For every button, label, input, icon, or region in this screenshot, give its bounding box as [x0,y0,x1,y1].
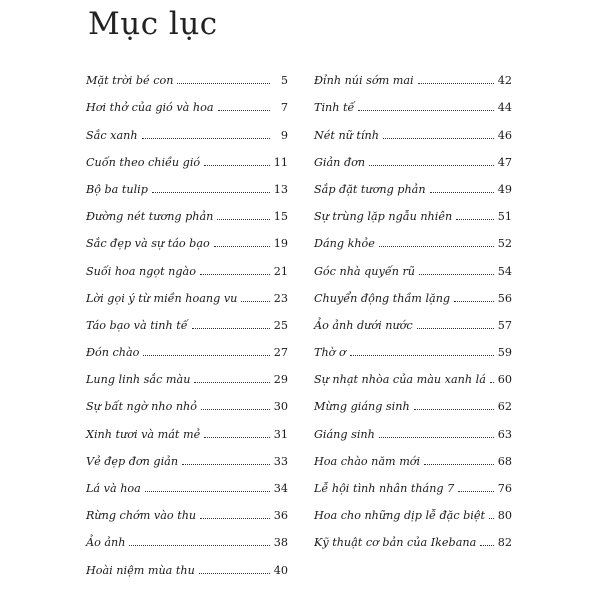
toc-entry-page: 68 [497,454,512,468]
toc-entry-title: Tinh tế [314,101,355,115]
dot-leader [129,544,269,546]
toc-entry-page: 80 [497,509,512,523]
toc-entry-title: Đỉnh núi sớm mai [314,74,414,88]
toc-entry[interactable] [314,60,512,87]
toc-entry-title: Lá và hoa [86,482,141,495]
toc-entry-title: Rừng chớm vào thu [86,509,197,523]
toc-entry-title: Giản đơn [314,155,366,169]
toc-entry[interactable] [314,142,512,169]
toc-entry[interactable] [314,413,512,440]
toc-entry-title: Góc nhà quyến rũ [314,264,416,278]
toc-entry-title: Sắc đẹp và sự táo bạo [86,237,210,251]
dot-leader [419,273,494,275]
toc-entry[interactable] [314,196,512,223]
toc-entry-title: Thờ ơ [314,346,346,360]
toc-entry-title: Sắc xanh [86,128,138,142]
toc-entry-page: 76 [497,482,512,495]
toc-entry-page: 33 [273,454,288,468]
toc-entry[interactable] [86,278,288,305]
dot-leader [350,354,494,356]
toc-entry-page: 44 [497,101,512,115]
toc-entry-title: Ảo ảnh dưới nước [314,318,413,332]
toc-entry[interactable] [314,441,512,468]
toc-entry-title: Hoa chào năm mới [314,454,421,468]
toc-entry[interactable] [86,223,288,250]
dot-leader [417,327,494,329]
toc-entry[interactable] [86,114,288,141]
toc-entry[interactable] [86,305,288,332]
toc-entry-title: Chuyển động thầm lặng [314,291,451,305]
toc-entry[interactable] [314,87,512,114]
toc-entry[interactable] [314,332,512,359]
toc-entry[interactable] [86,250,288,277]
toc-entry-title: Mặt trời bé con [86,74,174,88]
toc-column-left [86,60,288,577]
toc-entry-title: Mừng giáng sinh [314,400,410,414]
toc-entry-title: Xinh tươi và mát mẻ [86,427,201,441]
toc-entry-page: 19 [273,237,288,251]
toc-entry-page: 52 [497,237,512,251]
toc-entry[interactable] [86,60,288,87]
toc-entry-page: 21 [273,264,288,278]
dot-leader [480,544,494,546]
toc-entry-title: Suối hoa ngọt ngào [86,264,196,278]
dot-leader [217,218,269,220]
toc-entry[interactable] [314,359,512,386]
dot-leader [358,109,493,111]
dot-leader [182,463,270,465]
toc-entry-page: 60 [497,373,512,387]
toc-entry-title: Táo bạo và tinh tế [86,318,188,332]
toc-entry[interactable] [86,549,288,576]
toc-entry[interactable] [86,169,288,196]
toc-entry[interactable] [314,305,512,332]
dot-leader [454,300,494,302]
toc-entry[interactable] [314,468,512,495]
toc-entry-title: Lời gọi ý từ miền hoang vu [86,291,238,305]
toc-entry-page: 29 [273,373,288,387]
toc-entry-page: 51 [497,210,512,224]
dot-leader [369,164,494,166]
dot-leader [143,354,269,356]
dot-leader [430,191,494,193]
toc-entry-title: Dáng khỏe [314,237,375,251]
toc-entry-page: 46 [497,128,512,142]
toc-entry-page: 47 [497,155,512,169]
toc-entry-page: 57 [497,318,512,332]
toc-entry[interactable] [86,142,288,169]
toc-entry-page: 25 [273,318,288,332]
toc-entry[interactable] [314,169,512,196]
toc-entry-title: Hơi thở của gió và hoa [86,101,214,115]
toc-entry[interactable] [86,87,288,114]
dot-leader [414,408,494,410]
toc-entry-page: 9 [280,128,288,142]
dot-leader [142,137,270,139]
dot-leader [214,245,270,247]
dot-leader [145,490,270,492]
toc-entry-title: Sự bất ngờ nho nhỏ [86,400,198,414]
toc-entry-page: 59 [497,346,512,360]
dot-leader [192,327,270,329]
toc-entry-title: Sự trùng lặp ngẫu nhiên [314,210,453,224]
dot-leader [489,517,494,519]
toc-entry[interactable] [86,386,288,413]
dot-leader [424,463,494,465]
toc-entry-page: 62 [497,400,512,414]
toc-entry-page: 27 [273,346,288,360]
toc-entry-title: Đón chào [86,346,140,360]
toc-entry[interactable] [86,522,288,549]
toc-entry[interactable] [86,468,288,495]
toc-entry-title: Vẻ đẹp đơn giản [86,454,179,468]
dot-leader [218,109,270,111]
dot-leader [200,517,270,519]
dot-leader [201,408,270,410]
toc-entry-title: Bộ ba tulip [86,182,148,196]
toc-entry[interactable] [314,522,512,549]
toc-entry-title: Đường nét tương phản [86,210,214,224]
toc-entry-page: 56 [497,291,512,305]
dot-leader [458,490,494,492]
toc-entry-page: 49 [497,182,512,196]
page-title: Mục lục [88,6,218,42]
toc-entry-page: 7 [280,101,288,115]
toc-entry-title: Kỹ thuật cơ bản của Ikebana [314,536,477,550]
toc-entry-title: Giáng sinh [314,427,375,441]
toc-entry-page: 15 [273,210,288,224]
toc-entry[interactable] [86,495,288,522]
toc-entry[interactable] [314,114,512,141]
toc-entry-title: Sự nhạt nhòa của màu xanh lá [314,373,486,387]
dot-leader [194,381,269,383]
toc-entry-title: Lung linh sắc màu [86,373,191,387]
toc-entry-page: 23 [273,291,288,305]
toc-entry-title: Nét nữ tính [314,128,379,142]
dot-leader [204,436,270,438]
dot-leader [383,137,494,139]
dot-leader [199,572,270,574]
toc-entry[interactable] [86,413,288,440]
toc-entry[interactable] [314,495,512,522]
toc-entry-page: 82 [497,536,512,550]
toc-entry-title: Sắp đặt tương phản [314,182,426,196]
toc-column-right [314,60,512,549]
dot-leader [418,82,494,84]
dot-leader [456,218,494,220]
toc-entry-page: 54 [497,264,512,278]
dot-leader [200,273,270,275]
toc-entry[interactable] [86,332,288,359]
dot-leader [152,191,270,193]
toc-entry-title: Lễ hội tình nhân tháng 7 [314,482,455,495]
toc-entry-page: 42 [497,74,512,88]
toc-entry-page: 5 [280,74,288,88]
toc-entry[interactable] [86,196,288,223]
toc-entry-title: Hoài niệm mùa thu [86,563,195,577]
toc-entry-title: Ảo ảnh [86,536,126,550]
toc-entry-title: Cuốn theo chiều gió [86,155,201,169]
toc-entry-page: 63 [497,427,512,441]
dot-leader [379,245,494,247]
toc-entry[interactable] [314,278,512,305]
dot-leader [241,300,269,302]
dot-leader [379,436,494,438]
toc-entry-page: 13 [273,182,288,196]
dot-leader [177,82,270,84]
toc-entry[interactable] [86,359,288,386]
toc-entry-page: 36 [273,509,288,523]
dot-leader [204,164,270,166]
toc-entry[interactable] [314,250,512,277]
toc-entry-page: 34 [273,482,288,495]
toc-entry[interactable] [314,386,512,413]
toc-entry-title: Hoa cho những dịp lễ đặc biệt [314,509,486,523]
dot-leader [490,381,494,383]
toc-entry-page: 11 [273,155,288,169]
toc-entry[interactable] [86,441,288,468]
toc-entry[interactable] [314,223,512,250]
toc-entry-page: 30 [273,400,288,414]
toc-entry-page: 31 [273,427,288,441]
toc-entry-page: 38 [273,536,288,550]
toc-entry-page: 40 [273,563,288,577]
